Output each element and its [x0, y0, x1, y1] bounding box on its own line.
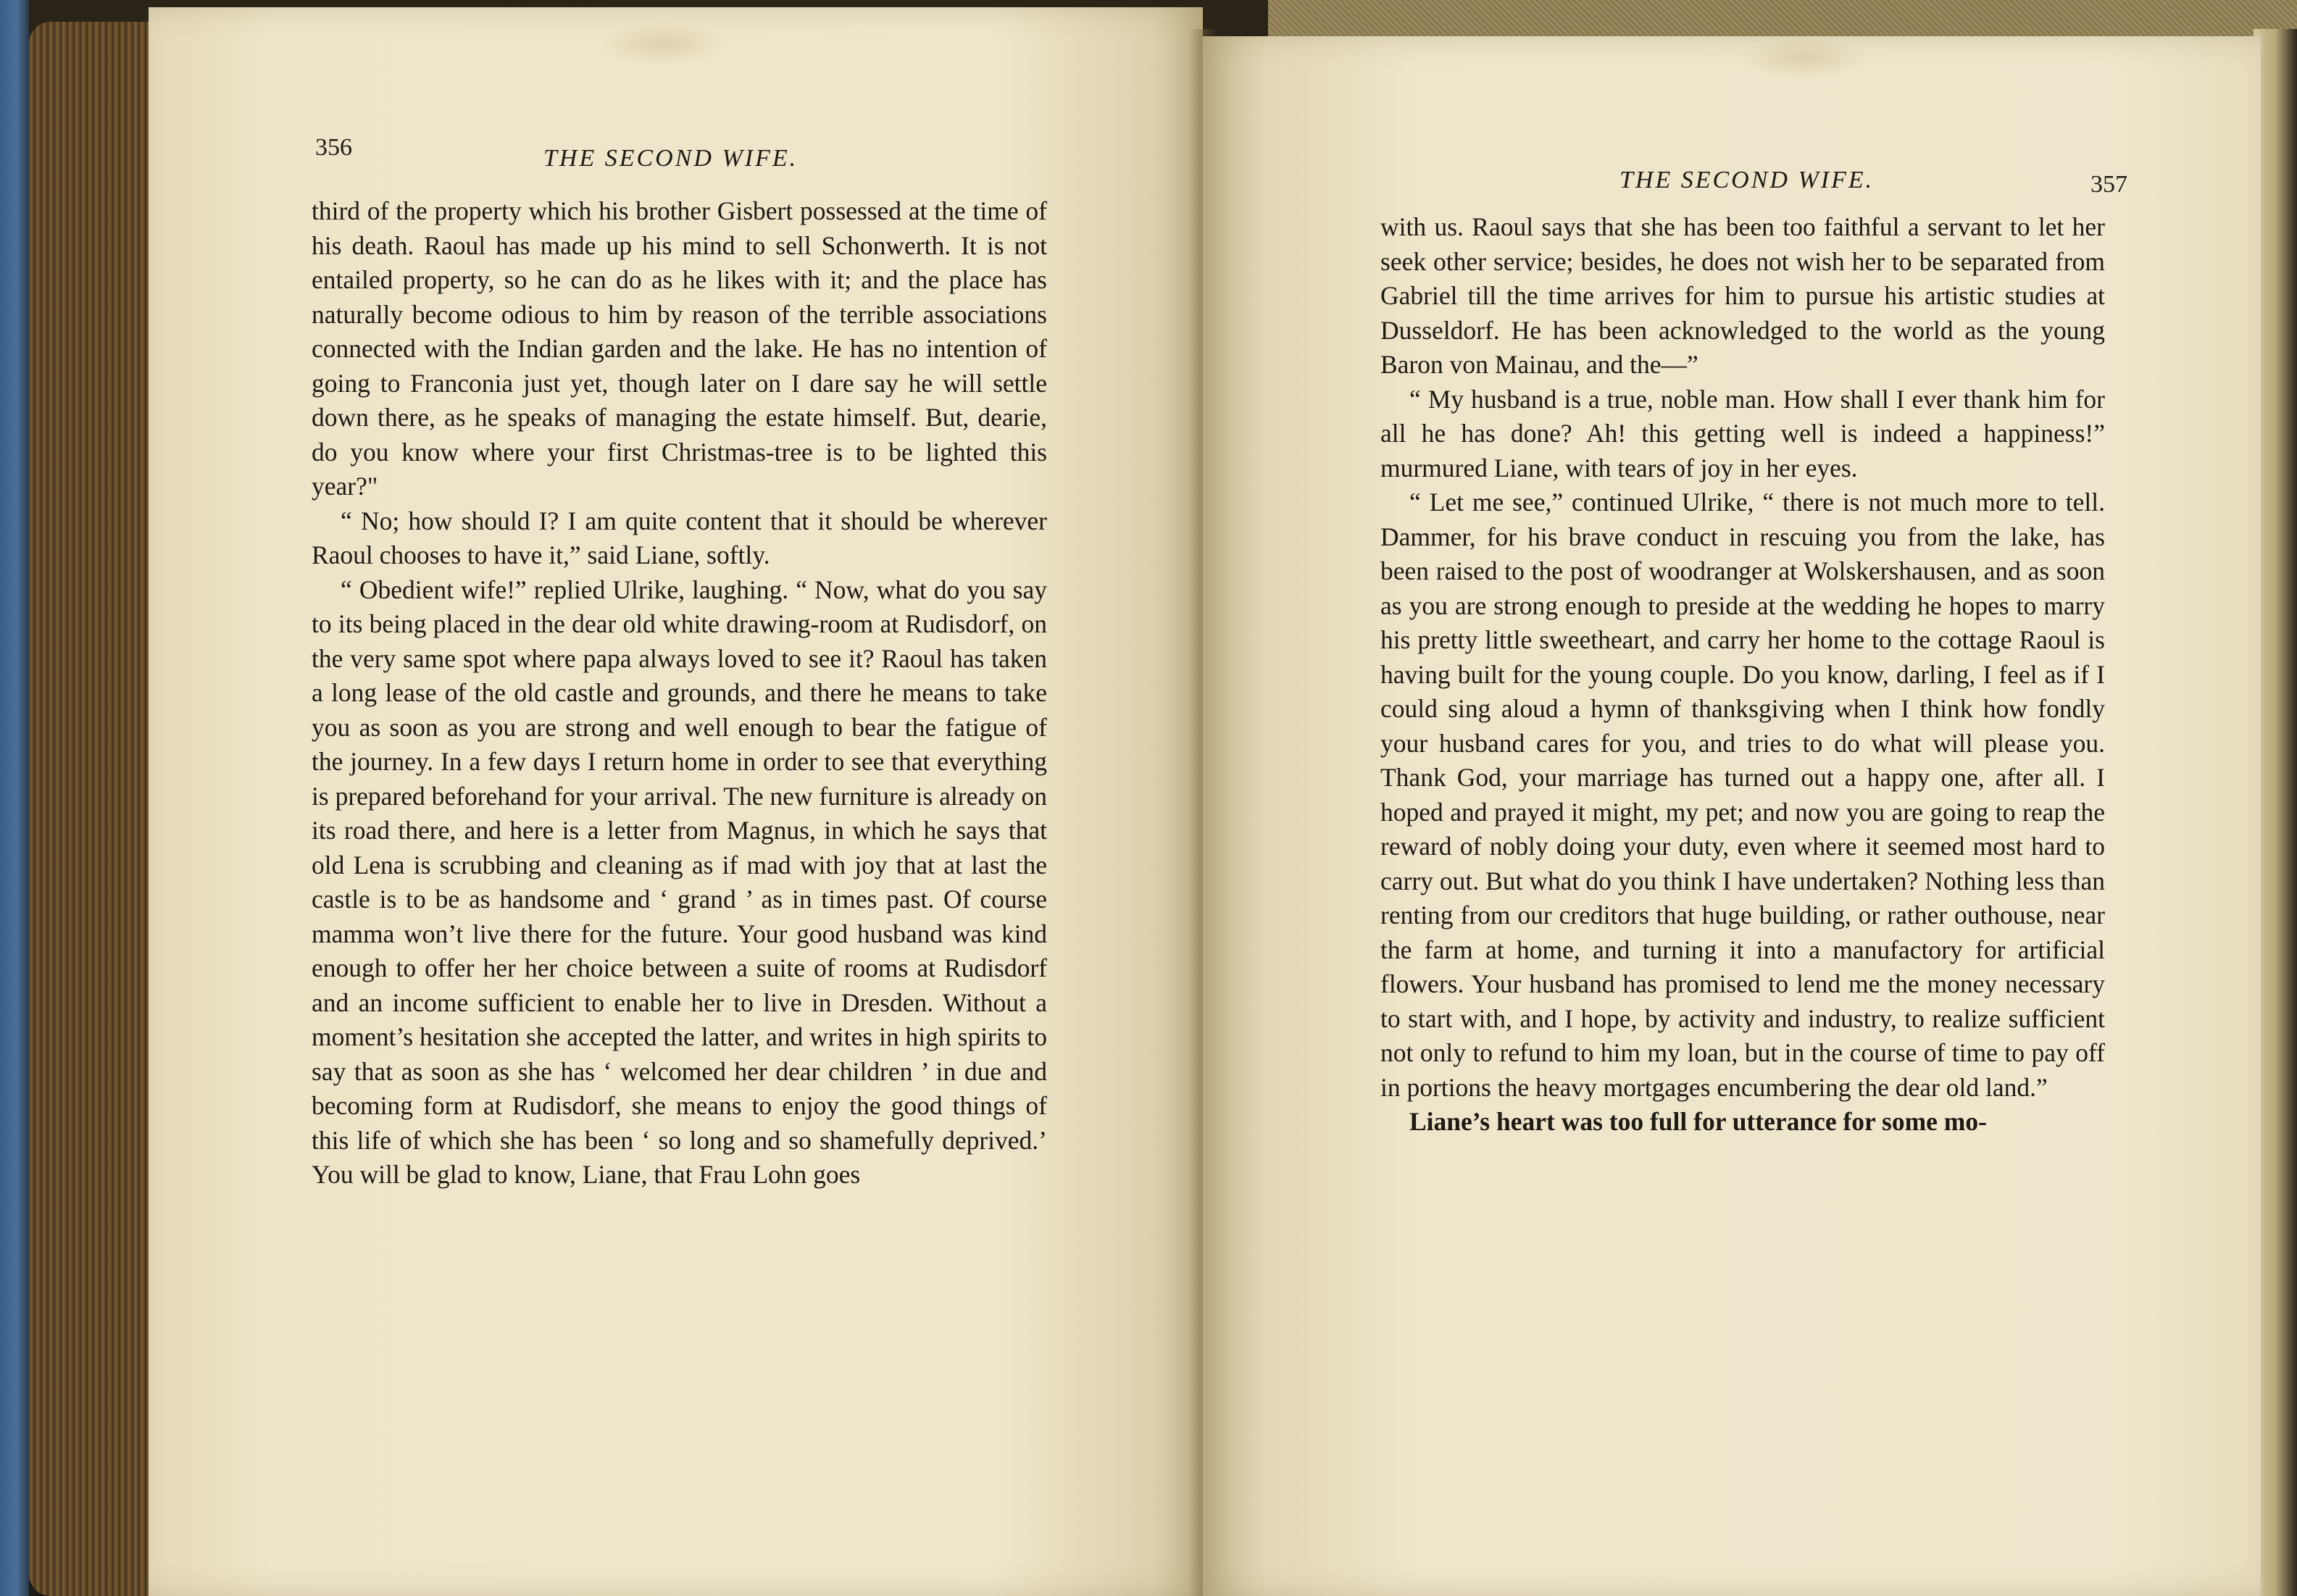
paragraph: “ Let me see,” continued Ulrike, “ there is not much more to tell. Dammer, for his brave conduct in rescuing you from the lake, has been raised to the post of woodranger at Wolskershausen, and as soon as you are strong enough to preside at the wedding he hopes to marry his pretty little sweetheart, and carry her home to the cottage Raoul is having built for the young couple. Do you know, darling, I feel as if I could sing aloud a hymn of thanksgiving when I think how fondly your husband cares for you, and tries to do what will please you. Thank God, your marriage has turned out a happy one, after all. I hoped and prayed it might, my pet; and now you are going to reap the reward of nobly doing your duty, even where it seemed most hard to carry out. But what do you think I have undertaken? Nothing less than renting from our creditors that huge building, or rather outhouse, near the farm at home, and turning it into a manufactory for artificial flowers. Your husband has promised to lend me the money necessary to start with, and I hope, by activity and industry, to realize sufficient not only to refund to him my loan, but in the course of time to pay off in portions the heavy mortgages encumbering the dear old land.” — [1380, 488, 2105, 1102]
paragraph: Liane’s heart was too full for utterance for some mo- — [1409, 1107, 1987, 1136]
paragraph: with us. Raoul says that she has been too faithful a servant to let her seek other service; besides, he does not wish her to be separated from Gabriel till the time arrives for him to pursue his artistic studies at Dusseldorf. He has been acknowledged to the world as the young Baron von Mainau, and the—” — [1380, 212, 2105, 379]
paragraph: “ Obedient wife!” replied Ulrike, laughing. “ Now, what do you say to its being placed in the dear old white drawing-room at Rudisdorf, on the very same spot where papa always loved to see it? Raoul has taken a long lease of the old castle and grounds, and there he means to take you as soon as you are strong and well enough to bear the fatigue of the journey. In a few days I return home in order to see that everything is prepared beforehand for your arrival. The new furniture is already on its road there, and here is a letter from Magnus, in which he says that old Lena is scrubbing and cleaning as if mad with joy that at last the castle is to be as handsome and ‘ grand ’ as in times past. Of course mamma won’t live there for the future. Your good husband was kind enough to offer her her choice between a suite of rooms at Rudisdorf and an income sufficient to enable her to live in Dresden. Without a moment’s hesitation she accepted the latter, and writes in high spirits to say that as soon as she has ‘ welcomed her dear children ’ in due and becoming form at Rudisdorf, she means to enjoy the good things of this life of which she has been ‘ so long and so shamefully deprived.’ You will be glad to know, Liane, that Frau Lohn goes — [312, 575, 1047, 1189]
page-stain — [598, 22, 728, 65]
paragraph: third of the property which his brother Gisbert possessed at the time of his death. Raoul has made up his mind to sell Schonwerth. It is not entailed property, so he can do as he likes with it; and the place has naturally become odious to him by reason of the terrible associations connected with the Indian garden and the lake. He has no intention of going to Franconia just yet, though later on I dare say he will settle down there, as he speaks of managing the estate himself. But, dearie, do you know where your first Christmas-tree is to be lighted this year?" — [312, 196, 1047, 501]
left-page-number: 356 — [315, 134, 352, 161]
left-running-head: THE SECOND WIFE. — [543, 145, 799, 172]
right-running-head: THE SECOND WIFE. — [1619, 167, 1875, 193]
table-surface — [0, 0, 29, 1596]
left-text-block — [312, 194, 1047, 1192]
right-page-number: 357 — [2090, 171, 2127, 198]
left-page — [149, 7, 1203, 1596]
page-edges-left — [29, 22, 152, 1596]
right-text-block — [1380, 210, 2105, 1140]
paragraph: “ My husband is a true, noble man. How shall I ever thank him for all he has done? Ah! this getting well is indeed a happiness!” murmured Liane, with tears of joy in her eyes. — [1380, 384, 2105, 482]
page-stain — [1739, 36, 1869, 80]
paragraph: “ No; how should I? I am quite content that it should be wherever Raoul chooses to have it,” said Liane, softly. — [312, 506, 1047, 569]
right-page — [1203, 36, 2261, 1596]
